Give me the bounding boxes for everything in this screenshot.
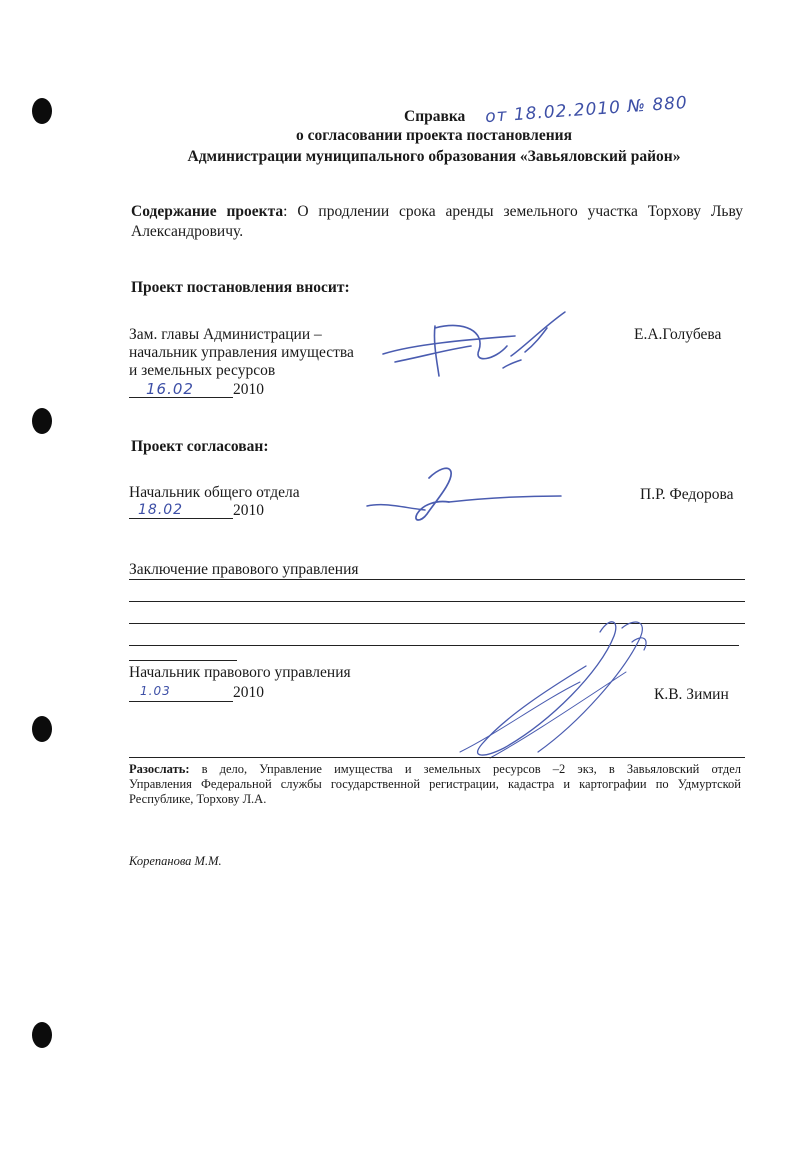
legal-date-underline	[129, 701, 233, 702]
submitter-signature	[375, 306, 575, 384]
legal-line-2	[129, 601, 745, 602]
distribution-text-line-1: в дело, Управление имущества и земельных ресурсов –2 экз, в Завьяловский отдел	[189, 762, 741, 776]
submitter-heading: Проект постановления вносит:	[131, 279, 350, 296]
approval-date-handwritten: 18.02	[138, 502, 184, 518]
project-content	[131, 202, 743, 242]
document-title: Справка	[404, 108, 466, 125]
submitter-name: Е.А.Голубева	[634, 326, 722, 343]
legal-position: Начальник правового управления	[129, 664, 351, 681]
submitter-position-line-1: Зам. главы Администрации –	[129, 326, 322, 343]
distribution-text-line-3: Республике, Торхову Л.А.	[129, 792, 267, 806]
document-subtitle-line-1: о согласовании проекта постановления	[296, 127, 572, 144]
punch-hole-3	[32, 716, 52, 742]
submitter-position-line-3: и земельных ресурсов	[129, 362, 276, 379]
legal-signature	[430, 612, 660, 762]
distribution-label: Разослать:	[129, 762, 190, 776]
distribution-block	[129, 762, 741, 807]
legal-name: К.В. Зимин	[654, 686, 729, 703]
legal-conclusion-label: Заключение правового управления	[129, 561, 359, 578]
legal-short-line	[129, 660, 237, 661]
approval-position: Начальник общего отдела	[129, 484, 300, 501]
submitter-date-year: 2010	[233, 381, 264, 398]
legal-line-1	[129, 579, 745, 580]
distribution-text-line-2: Управления Федеральной службы государственной регистрации, кадастра и картографии по Удмуртской	[129, 777, 741, 791]
distribution-separator	[129, 757, 745, 758]
project-content-text-line-2: Александровичу.	[131, 223, 244, 240]
author-name: Корепанова М.М.	[129, 854, 222, 868]
approval-name: П.Р. Федорова	[640, 486, 734, 503]
approval-signature	[365, 462, 565, 524]
punch-hole-1	[32, 98, 52, 124]
punch-hole-4	[32, 1022, 52, 1048]
handwritten-registration-number: от 18.02.2010 № 880	[484, 92, 689, 128]
submitter-position-line-2: начальник управления имущества	[129, 344, 354, 361]
document-subtitle-line-2: Администрации муниципального образования «Завьяловский район»	[187, 148, 681, 165]
project-content-text-line-1: : О продлении срока аренды земельного участка Торхову Льву	[283, 203, 744, 220]
approval-date-year: 2010	[233, 502, 264, 519]
legal-date-year: 2010	[233, 684, 264, 701]
punch-hole-2	[32, 408, 52, 434]
submitter-date-handwritten: 16.02	[146, 380, 194, 398]
project-content-label: Содержание проекта	[131, 203, 284, 220]
approval-date-underline	[129, 518, 233, 519]
legal-date-handwritten: 1.03	[140, 684, 171, 698]
approval-heading: Проект согласован:	[131, 438, 269, 455]
